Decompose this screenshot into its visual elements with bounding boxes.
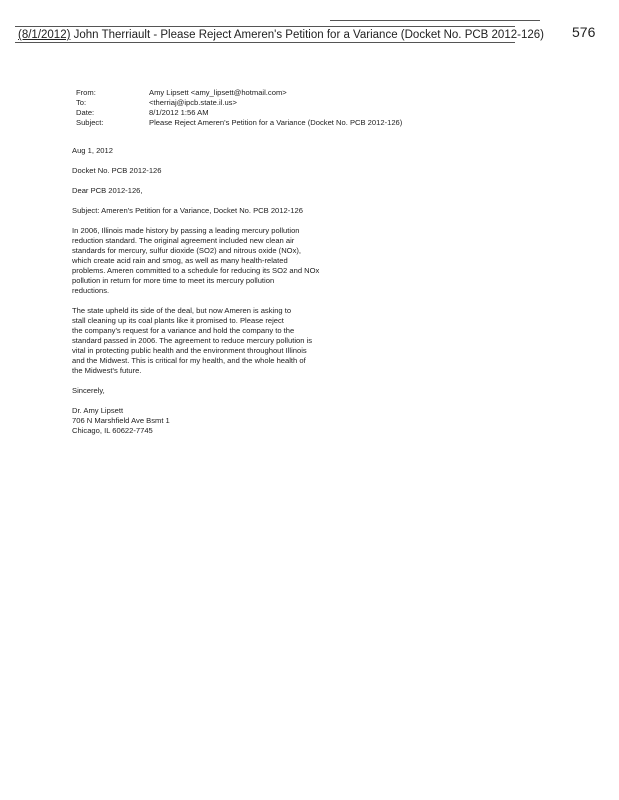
- paragraph-line: The state upheld its side of the deal, but now Ameren is asking to: [72, 306, 292, 315]
- letter-closing: Sincerely,: [72, 386, 105, 395]
- paragraph-line: reduction standard. The original agreement included new clean air: [72, 236, 295, 245]
- meta-date-label: Date:: [76, 108, 95, 117]
- meta-to: [76, 98, 402, 108]
- paragraph-line: vital in protecting public health and the environment throughout Illinois: [72, 346, 307, 355]
- meta-from-label: From:: [76, 88, 96, 97]
- paragraph-line: the Midwest's future.: [72, 366, 142, 375]
- header-date: (8/1/2012): [18, 29, 71, 41]
- meta-to-label: To:: [76, 98, 87, 107]
- header-subject: Please Reject Ameren's Petition for a Variance (Docket No. PCB 2012-126): [160, 29, 544, 41]
- letter-paragraph-2: [72, 306, 372, 376]
- meta-from: [76, 88, 402, 98]
- paragraph-line: reductions.: [72, 286, 110, 295]
- meta-date: [76, 108, 402, 118]
- page-header: [15, 26, 544, 43]
- header-separator: -: [150, 29, 161, 41]
- page-number: 576: [572, 24, 596, 40]
- letter-paragraph-1: [72, 226, 372, 296]
- meta-subject-value: Please Reject Ameren's Petition for a Variance (Docket No. PCB 2012-126): [149, 118, 403, 127]
- header-rule: [330, 20, 540, 21]
- letter-body: [72, 146, 372, 446]
- paragraph-line: pollution in return for more time to meet its mercury pollution: [72, 276, 275, 285]
- paragraph-line: which create acid rain and smog, as well as many health-related: [72, 256, 288, 265]
- paragraph-line: problems. Ameren committed to a schedule for reducing its SO2 and NOx: [72, 266, 320, 275]
- letter-docket: Docket No. PCB 2012-126: [72, 166, 162, 175]
- meta-from-value: Amy Lipsett <amy_lipsett@hotmail.com>: [149, 88, 287, 97]
- meta-date-value: 8/1/2012 1:56 AM: [149, 108, 209, 117]
- letter-signature: [72, 406, 372, 436]
- signature-city: Chicago, IL 60622-7745: [72, 426, 153, 435]
- paragraph-line: In 2006, Illinois made history by passing a leading mercury pollution: [72, 226, 300, 235]
- email-meta: [76, 88, 402, 128]
- paragraph-line: standard passed in 2006. The agreement to reduce mercury pollution is: [72, 336, 313, 345]
- meta-subject: [76, 118, 402, 128]
- paragraph-line: stall cleaning up its coal plants like it promised to. Please reject: [72, 316, 284, 325]
- paragraph-line: the company's request for a variance and hold the company to the: [72, 326, 295, 335]
- letter-date: Aug 1, 2012: [72, 146, 113, 155]
- letter-subject-line: Subject: Ameren's Petition for a Variance, Docket No. PCB 2012-126: [72, 206, 303, 215]
- meta-subject-label: Subject:: [76, 118, 104, 127]
- header-sender: John Therriault: [73, 29, 151, 41]
- paragraph-line: standards for mercury, sulfur dioxide (SO2) and nitrous oxide (NOx),: [72, 246, 302, 255]
- letter-salutation: Dear PCB 2012-126,: [72, 186, 143, 195]
- signature-name: Dr. Amy Lipsett: [72, 406, 124, 415]
- signature-address: 706 N Marshfield Ave Bsmt 1: [72, 416, 170, 425]
- paragraph-line: and the Midwest. This is critical for my health, and the whole health of: [72, 356, 306, 365]
- meta-to-value: <therriaj@ipcb.state.il.us>: [149, 98, 237, 107]
